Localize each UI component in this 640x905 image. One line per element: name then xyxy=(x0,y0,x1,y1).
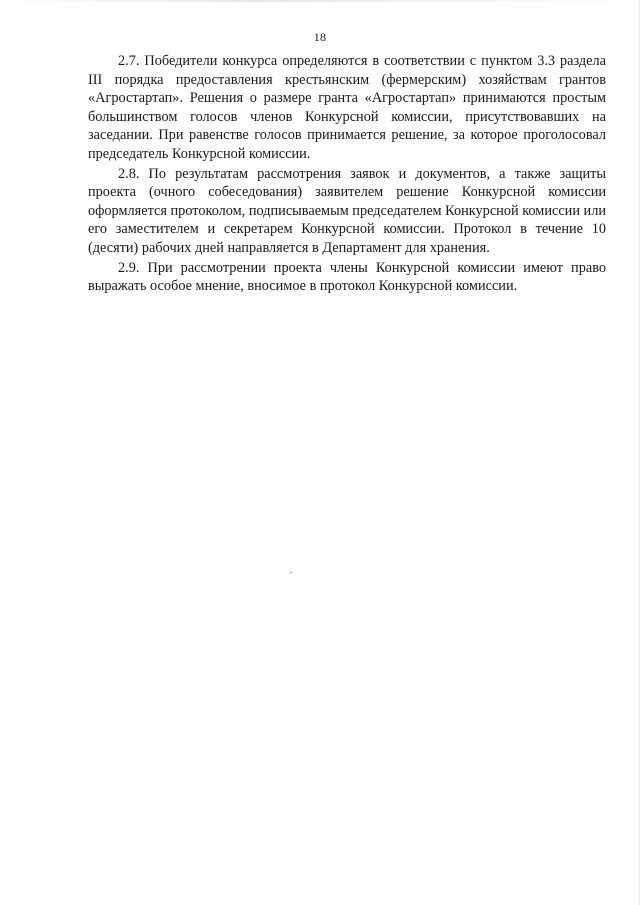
scan-top-edge xyxy=(0,0,640,2)
paragraph-2-9: 2.9. При рассмотрении проекта члены Конкурсной комиссии имеют право выражать особое мнение, вносимое в протокол Конкурсной комиссии. xyxy=(88,259,606,295)
page-number: 18 xyxy=(313,30,327,44)
document-body xyxy=(88,52,606,297)
paragraph-2-8: 2.8. По результатам рассмотрения заявок и документов, а также защиты проекта (очного собеседования) заявителем решение Конкурсной комиссии оформляется протоколом, подписываемым председателем Конкурсной комиссии или его заместителем и секретарем Конкурсной комиссии. Протокол в течение 10 (десяти) рабочих дней направляется в Департамент для хранения. xyxy=(88,165,606,256)
paragraph-2-7: 2.7. Победители конкурса определяются в соответствии с пунктом 3.3 раздела III порядка предоставления крестьянским (фермерским) хозяйствам грантов «Агростартап». Решения о размере гранта «Агростартап» принимаются простым большинством голосов членов Конкурсной комиссии, присутствовавших на заседании. При равенстве голосов принимается решение, за которое проголосовал председатель Конкурсной комиссии. xyxy=(88,53,606,162)
scan-speck xyxy=(290,572,292,573)
